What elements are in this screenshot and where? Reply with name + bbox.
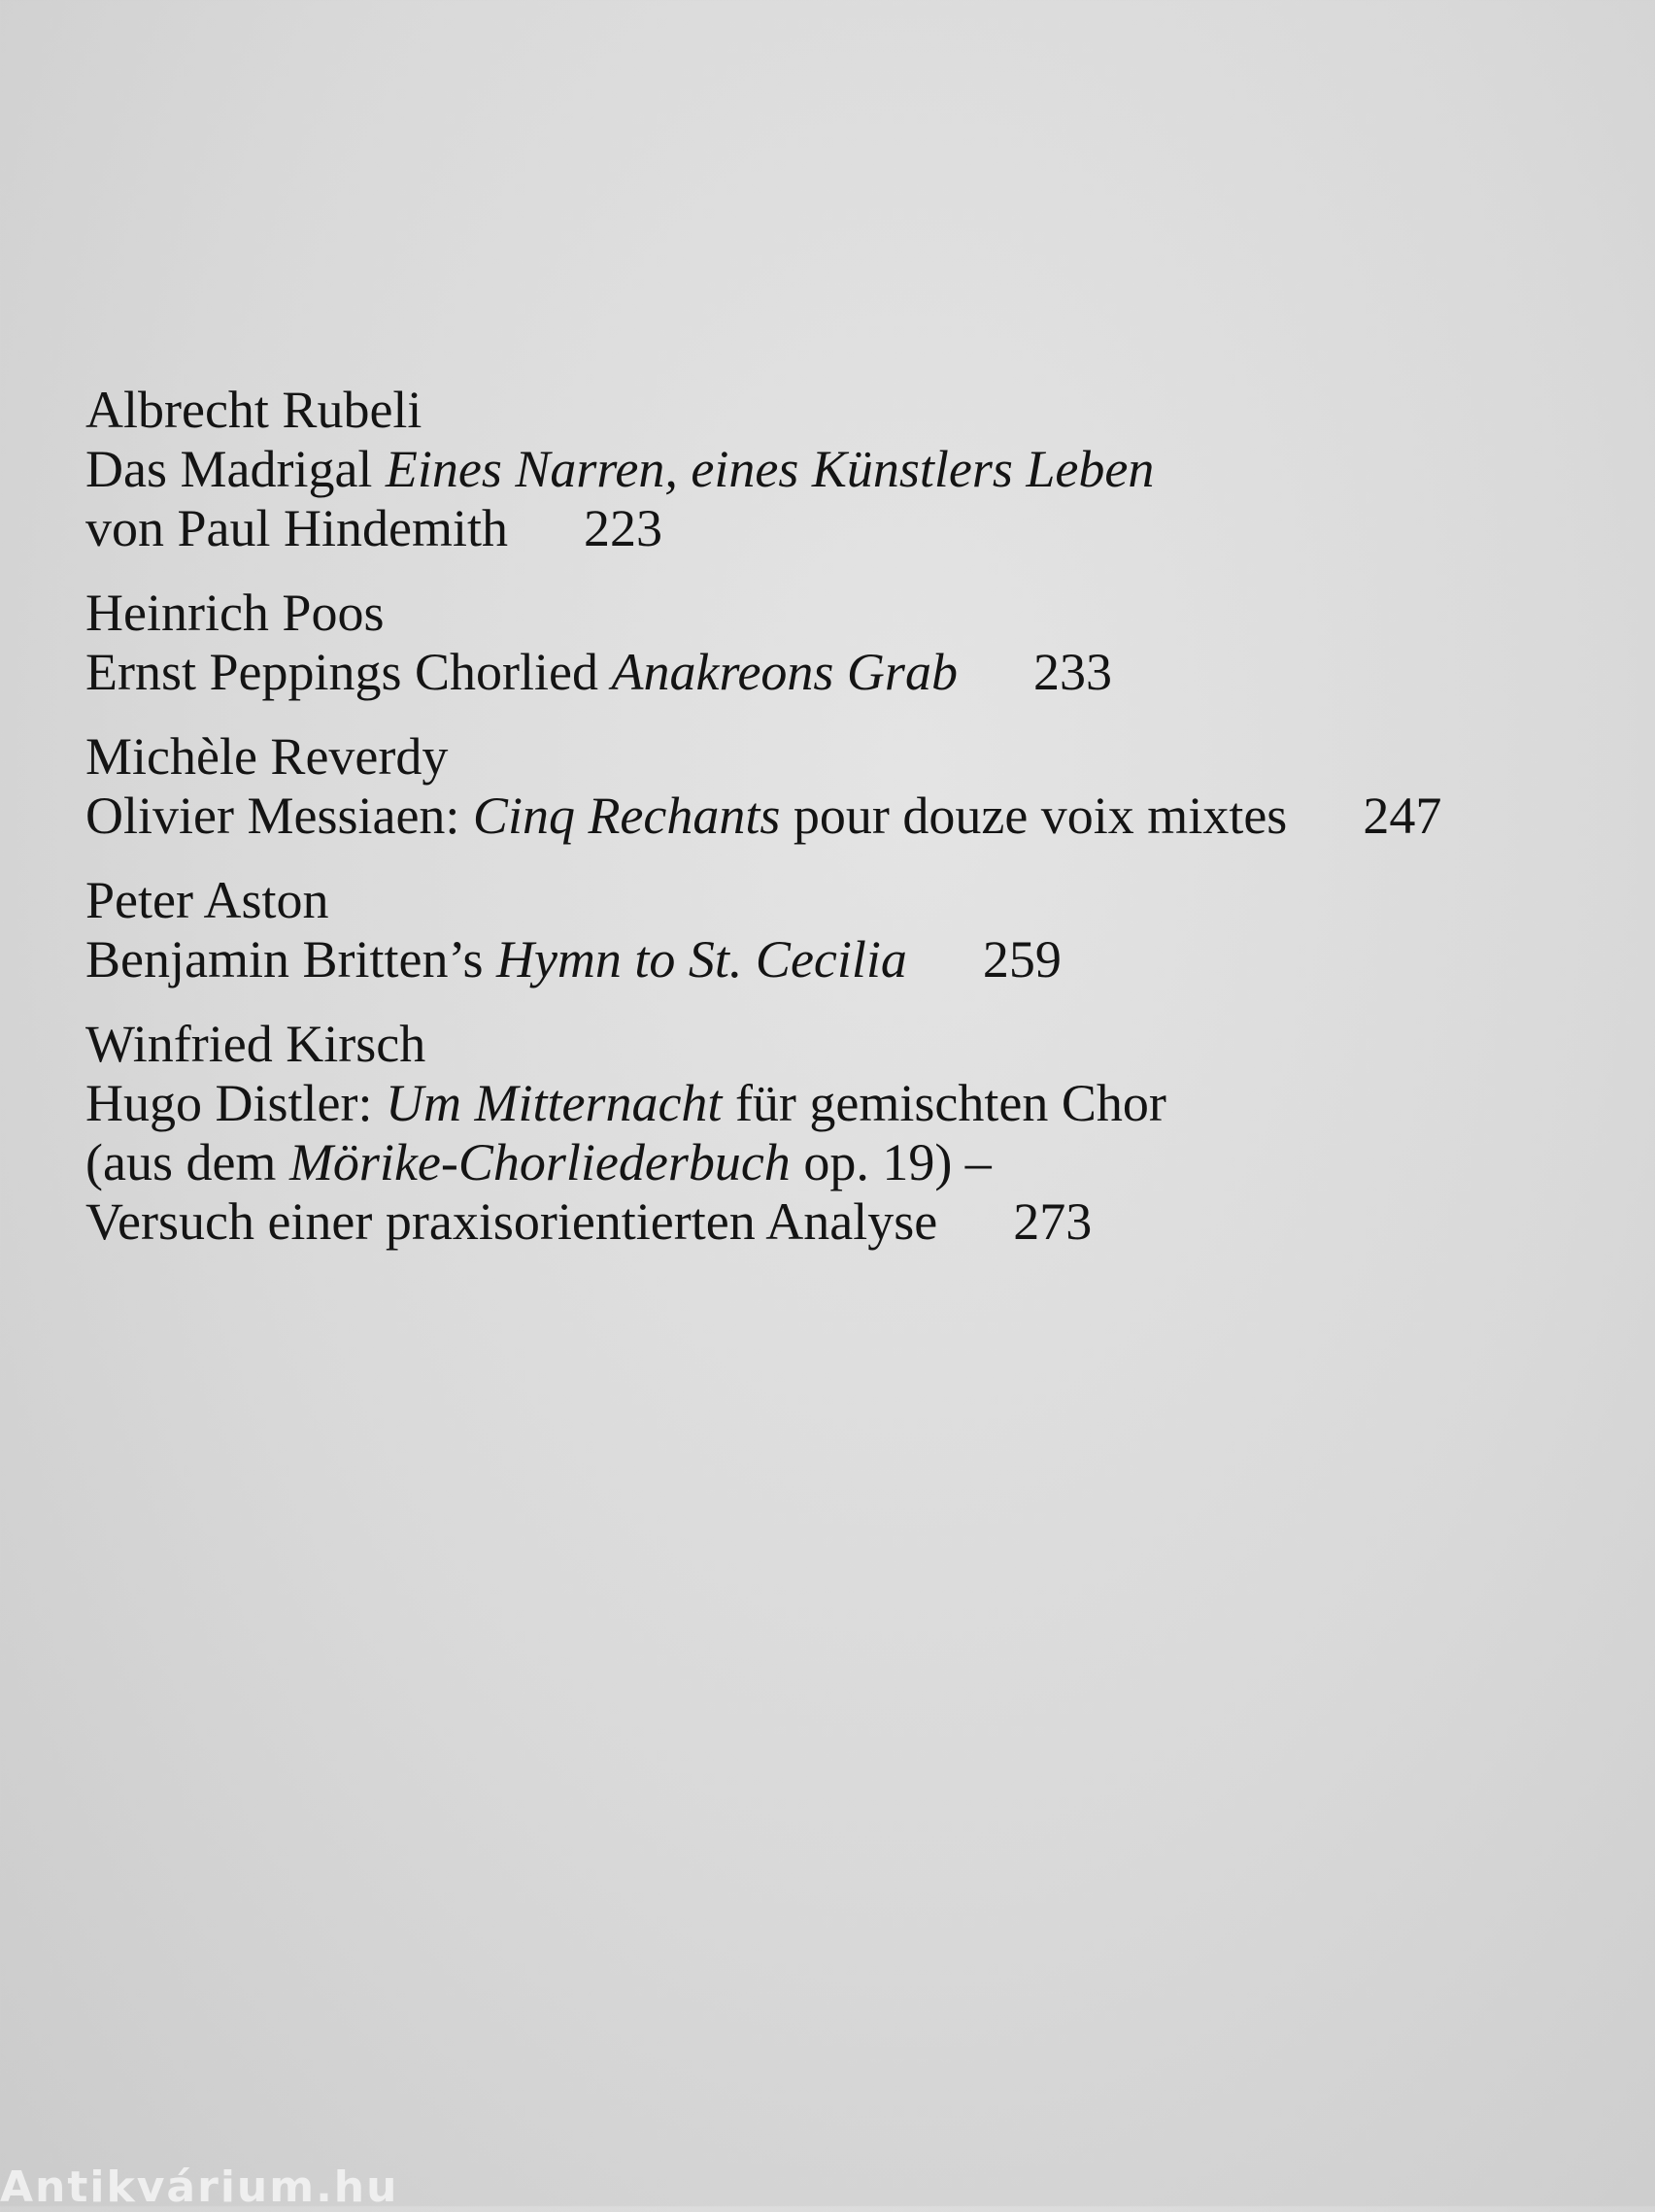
page-number: 233 xyxy=(1032,643,1112,701)
title-text: Ernst Peppings Chorlied xyxy=(85,643,612,701)
page-number: 273 xyxy=(1013,1192,1093,1251)
work-title: Anakreons Grab xyxy=(611,643,958,701)
entry-title-line xyxy=(85,1192,1620,1252)
entry-title-line xyxy=(85,787,1620,846)
title-text: Versuch einer praxisorientierten Analyse xyxy=(85,1192,938,1251)
toc-entry xyxy=(85,871,1620,989)
page-number: 223 xyxy=(583,499,662,557)
entry-title-line xyxy=(85,643,1620,702)
toc-entry xyxy=(85,381,1620,558)
entry-author: Michèle Reverdy xyxy=(85,727,449,786)
title-text: op. 19) – xyxy=(790,1133,992,1191)
work-title: Hymn to St. Cecilia xyxy=(495,930,907,989)
entry-author: Peter Aston xyxy=(85,871,329,929)
entry-author: Albrecht Rubeli xyxy=(85,381,422,439)
entry-title-line xyxy=(85,440,1620,499)
title-text: für gemischten Chor xyxy=(722,1074,1166,1132)
work-title: Cinq Rechants xyxy=(472,787,781,845)
entry-title-line xyxy=(85,930,1620,989)
title-text: Olivier Messiaen: xyxy=(85,787,473,845)
title-text: Das Madrigal xyxy=(85,440,386,498)
toc-entry xyxy=(85,584,1620,702)
toc-entry xyxy=(85,1015,1620,1252)
page-number: 259 xyxy=(982,930,1062,989)
entry-title-line xyxy=(85,499,1620,558)
toc-entry xyxy=(85,727,1620,846)
entry-author: Winfried Kirsch xyxy=(85,1015,426,1073)
page-number: 247 xyxy=(1363,787,1442,845)
entry-title-line xyxy=(85,1074,1620,1133)
title-text: pour douze voix mixtes xyxy=(780,787,1288,845)
watermark: Antikvárium.hu xyxy=(0,2162,399,2212)
entry-title-line xyxy=(85,1133,1620,1192)
table-of-contents xyxy=(85,381,1620,1277)
title-text: von Paul Hindemith xyxy=(85,499,508,557)
work-title: Um Mitternacht xyxy=(385,1074,723,1132)
work-title: Eines Narren, eines Künstlers Leben xyxy=(385,440,1155,498)
work-title: Mörike-Chorliederbuch xyxy=(288,1133,791,1191)
title-text: (aus dem xyxy=(85,1133,289,1191)
title-text: Benjamin Britten’s xyxy=(85,930,496,989)
title-text: Hugo Distler: xyxy=(85,1074,386,1132)
entry-author: Heinrich Poos xyxy=(85,584,385,642)
